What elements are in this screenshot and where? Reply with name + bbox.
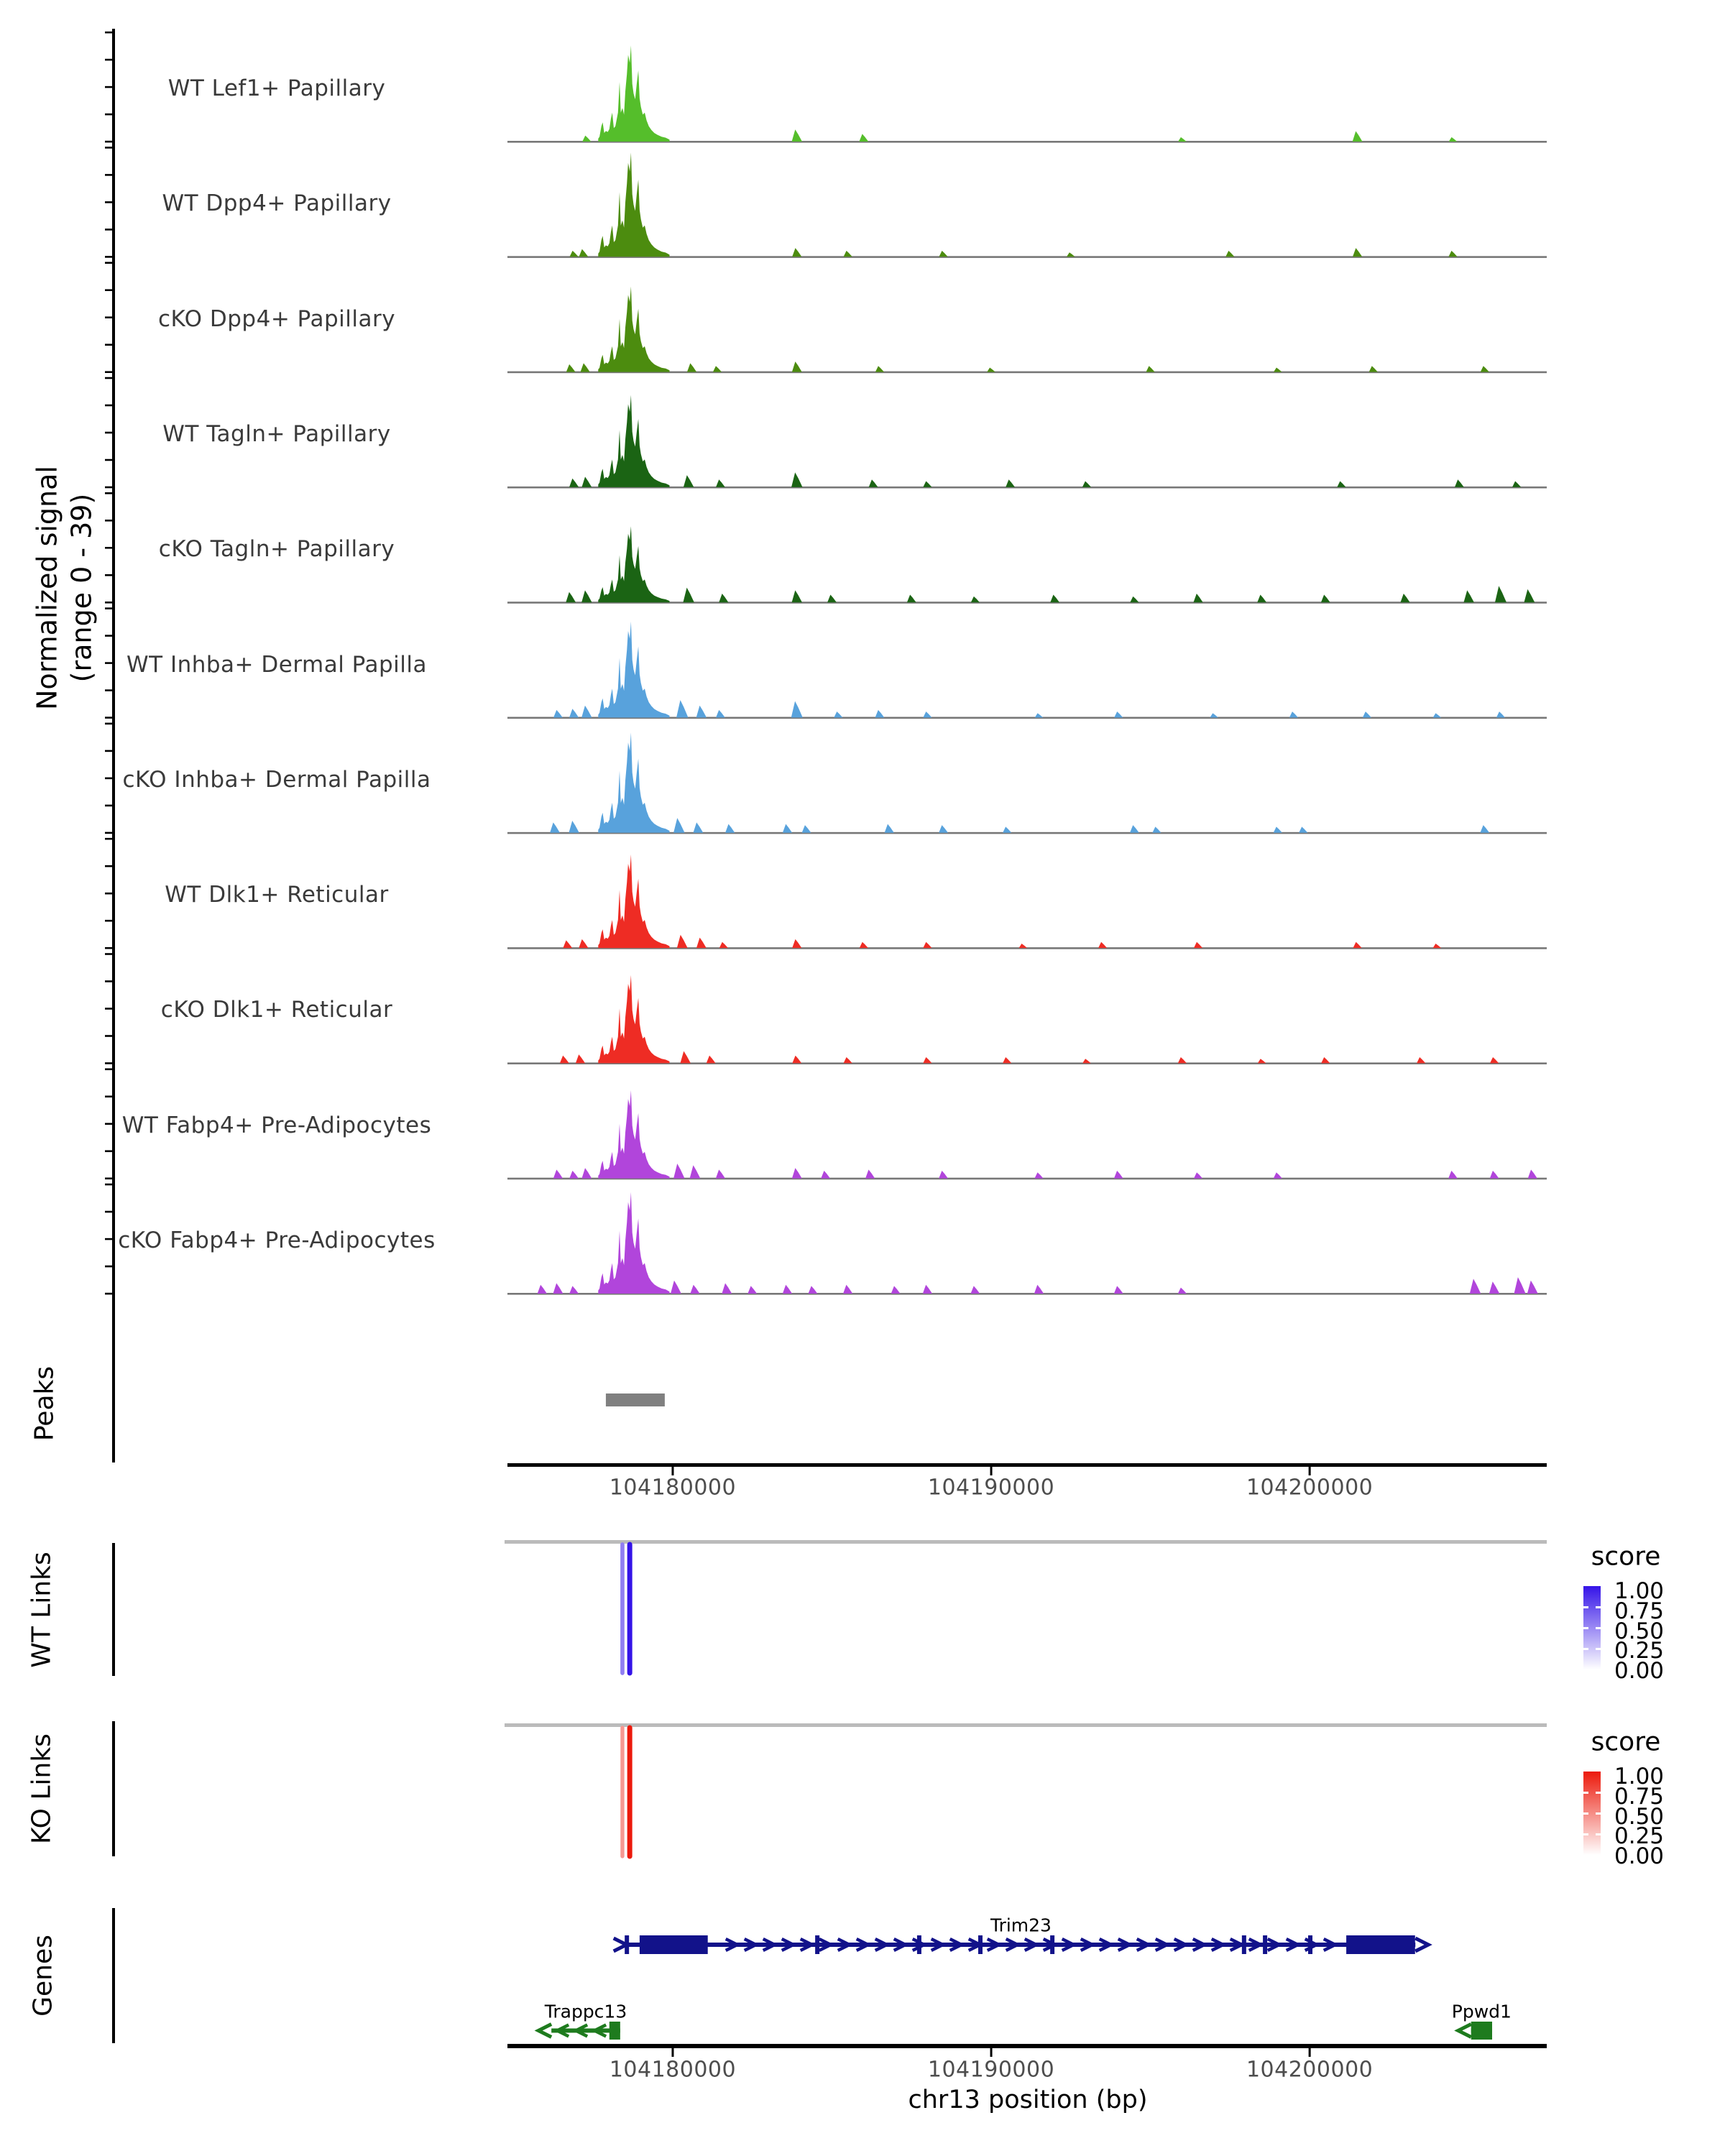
gene-label-trim23: Trim23 [990, 1915, 1052, 1936]
wt-score-legend-title: score [1591, 1542, 1661, 1572]
genome-axis-tick [990, 1467, 993, 1475]
colorbar-tick [1596, 1812, 1601, 1815]
track-label: WT Dlk1+ Reticular [165, 882, 389, 908]
ko-score-legend-title: score [1591, 1727, 1661, 1757]
track-label: WT Dpp4+ Papillary [162, 190, 392, 217]
genome-axis-tick [1309, 2048, 1311, 2057]
x-tick-label: 104180000 [609, 1475, 737, 1501]
x-tick-label: 104190000 [927, 2057, 1055, 2083]
track-label: WT Fabp4+ Pre-Adipocytes [121, 1112, 432, 1138]
legend-tick-label: 0.75 [1614, 1598, 1665, 1624]
colorbar-tick [1596, 1833, 1601, 1835]
genome-axis-line [507, 1463, 1547, 1467]
legend-tick-label: 1.00 [1614, 1578, 1665, 1604]
legend-tick-label: 0.50 [1614, 1803, 1665, 1830]
gene-label-trappc13: Trappc13 [544, 2001, 627, 2022]
colorbar-tick [1583, 1792, 1588, 1794]
track-label: WT Tagln+ Papillary [162, 420, 391, 447]
track-label: cKO Dlk1+ Reticular [160, 997, 393, 1023]
legend-tick-label: 0.75 [1614, 1783, 1665, 1810]
track-label: cKO Dpp4+ Papillary [157, 305, 396, 332]
colorbar-tick [1596, 1648, 1601, 1650]
wt-links-section-label: WT Links [27, 1552, 57, 1668]
gene-label-ppwd1: Ppwd1 [1451, 2001, 1512, 2022]
track-label: WT Lef1+ Papillary [167, 75, 386, 101]
colorbar-tick [1596, 1606, 1601, 1608]
track-label: cKO Tagln+ Papillary [158, 536, 395, 563]
x-tick-label: 104200000 [1246, 2057, 1374, 2083]
ko-links-section-label: KO Links [27, 1733, 57, 1844]
track-label: cKO Inhba+ Dermal Papilla [122, 766, 431, 793]
colorbar-tick [1583, 1833, 1588, 1835]
genome-axis-tick [671, 2048, 673, 2057]
colorbar-tick [1583, 1606, 1588, 1608]
legend-tick-label: 0.50 [1614, 1618, 1665, 1644]
x-axis-title: chr13 position (bp) [908, 2086, 1148, 2114]
x-tick-label: 104200000 [1246, 1475, 1374, 1501]
colorbar-tick [1596, 1627, 1601, 1629]
gene-model-trappc13 [538, 2022, 620, 2040]
legend-tick-label: 0.00 [1614, 1843, 1665, 1870]
legend-tick-label: 0.00 [1614, 1658, 1665, 1685]
legend-tick-label: 0.25 [1614, 1638, 1665, 1664]
genome-axis-line [507, 2044, 1547, 2048]
x-tick-label: 104190000 [927, 1475, 1055, 1501]
genome-axis-tick [671, 1467, 673, 1475]
y-axis-label [31, 466, 99, 710]
x-tick-label: 104180000 [609, 2057, 737, 2083]
colorbar-tick [1583, 1648, 1588, 1650]
genes-bracket [112, 1908, 115, 2043]
wt-links-baseline [505, 1540, 1547, 1544]
y-axis-label-line1: Normalized signal [31, 466, 63, 710]
genome-axis-tick [990, 2048, 993, 2057]
peaks-bracket [112, 1345, 115, 1462]
colorbar-tick [1583, 1627, 1588, 1629]
genome-axis-tick [1309, 1467, 1311, 1475]
colorbar-tick [1596, 1792, 1601, 1794]
genes-section-label: Genes [28, 1935, 58, 2017]
ko-links-bracket [112, 1721, 115, 1856]
gene-model-ppwd1 [1458, 2022, 1492, 2040]
y-axis-label-line2: (range 0 - 39) [65, 493, 97, 683]
peak-interval [606, 1393, 665, 1406]
wt-links-bracket [112, 1543, 115, 1676]
track-label: WT Inhba+ Dermal Papilla [126, 651, 427, 678]
legend-tick-label: 1.00 [1614, 1764, 1665, 1789]
track-label: cKO Fabp4+ Pre-Adipocytes [118, 1227, 436, 1253]
ko-links-baseline [505, 1723, 1547, 1727]
legend-tick-label: 0.25 [1614, 1823, 1665, 1850]
peaks-section-label: Peaks [29, 1365, 60, 1442]
signal-axis-line [112, 29, 115, 1351]
gene-model-trim23 [614, 1935, 1429, 1954]
colorbar-tick [1583, 1812, 1588, 1815]
